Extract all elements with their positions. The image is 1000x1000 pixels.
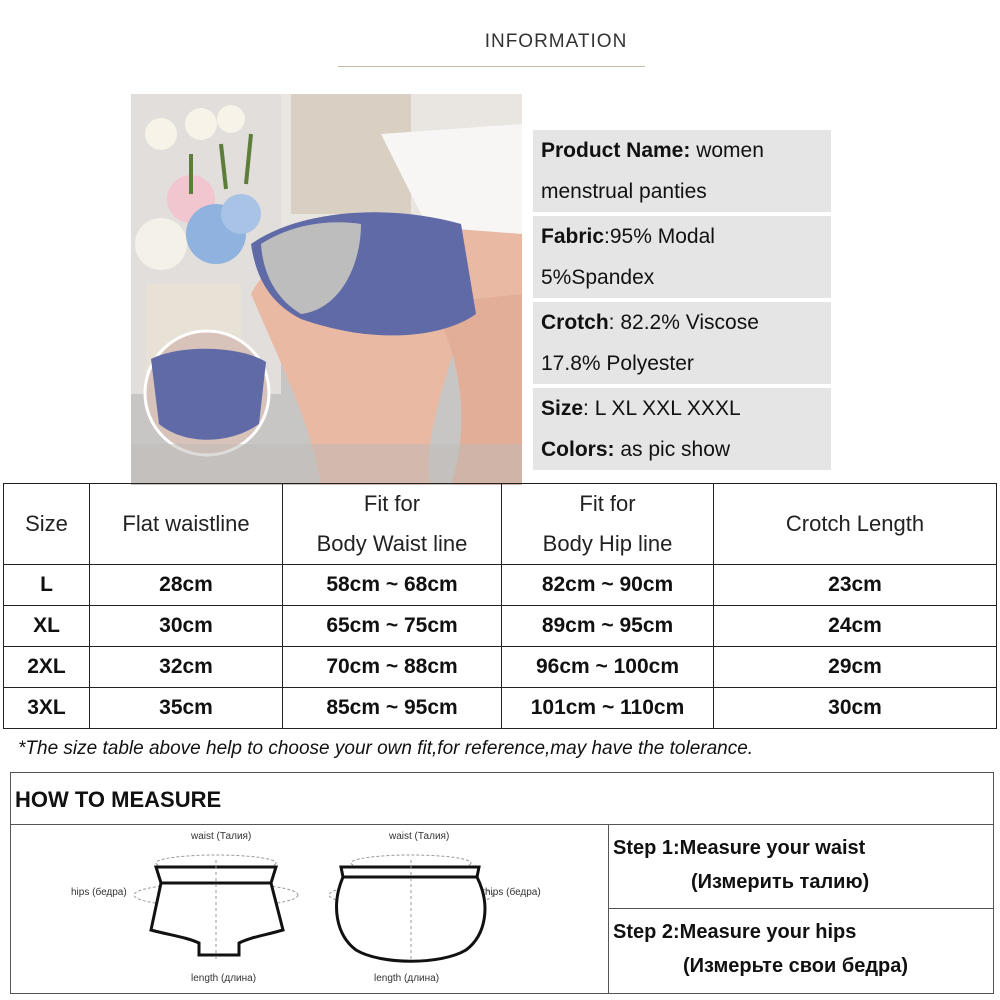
table-row bbox=[4, 565, 997, 606]
info-size-colors bbox=[533, 388, 831, 470]
label-length: length (длина) bbox=[374, 973, 440, 984]
info-crotch bbox=[533, 302, 831, 384]
cell-body-hip: 82cm ~ 90cm bbox=[502, 565, 714, 606]
cell-size: 3XL bbox=[4, 688, 90, 729]
cell-body-waist: 65cm ~ 75cm bbox=[283, 606, 502, 647]
info-label: Crotch bbox=[541, 311, 609, 334]
cell-flat-waist: 32cm bbox=[90, 647, 283, 688]
cell-crotch: 29cm bbox=[714, 647, 997, 688]
size-table bbox=[3, 483, 997, 729]
step-1 bbox=[609, 825, 993, 909]
page-title: INFORMATION bbox=[484, 31, 628, 52]
cell-body-hip: 101cm ~ 110cm bbox=[502, 688, 714, 729]
table-header-row bbox=[4, 484, 997, 565]
cell-size: XL bbox=[4, 606, 90, 647]
how-to-measure-title: HOW TO MEASURE bbox=[11, 773, 993, 825]
cell-size: L bbox=[4, 565, 90, 606]
cell-body-hip: 96cm ~ 100cm bbox=[502, 647, 714, 688]
product-info-panel bbox=[533, 130, 831, 470]
label-waist: waist (Талия) bbox=[389, 831, 450, 842]
header-crotch-length: Crotch Length bbox=[714, 484, 997, 565]
info-value: : L XL XXL XXXL bbox=[583, 397, 741, 420]
measure-diagram bbox=[11, 825, 609, 993]
cell-flat-waist: 30cm bbox=[90, 606, 283, 647]
info-label: Fabric bbox=[541, 225, 605, 248]
info-value: : 82.2% Viscose 17.8% Polyester bbox=[541, 311, 759, 375]
measure-steps bbox=[609, 825, 993, 993]
header-size: Size bbox=[4, 484, 90, 565]
label-hips: hips (бедра) bbox=[485, 887, 541, 898]
table-row bbox=[4, 606, 997, 647]
cell-body-waist: 58cm ~ 68cm bbox=[283, 565, 502, 606]
info-value: as pic show bbox=[614, 438, 731, 461]
cell-crotch: 24cm bbox=[714, 606, 997, 647]
header-body-waist: Fit for Body Waist line bbox=[283, 484, 502, 565]
panties-diagram-icon bbox=[11, 825, 608, 993]
info-value: women menstrual panties bbox=[541, 139, 764, 203]
cell-body-hip: 89cm ~ 95cm bbox=[502, 606, 714, 647]
cell-flat-waist: 28cm bbox=[90, 565, 283, 606]
info-label: Colors: bbox=[541, 438, 615, 461]
header-flat-waistline: Flat waistline bbox=[90, 484, 283, 565]
step-1-title: Step 1:Measure your waist bbox=[613, 837, 866, 859]
step-1-translation: (Измерить талию) bbox=[691, 871, 870, 893]
label-length: length (длина) bbox=[191, 973, 257, 984]
table-row bbox=[4, 688, 997, 729]
cell-flat-waist: 35cm bbox=[90, 688, 283, 729]
size-note: *The size table above help to choose your own fit,for reference,may have the tolerance. bbox=[18, 738, 754, 759]
how-to-measure-panel bbox=[10, 772, 994, 994]
label-waist: waist (Талия) bbox=[191, 831, 252, 842]
info-label: Size bbox=[541, 397, 584, 420]
title-divider bbox=[338, 66, 645, 67]
step-2-translation: (Измерьте свои бедра) bbox=[683, 955, 909, 977]
info-product-name bbox=[533, 130, 831, 212]
info-fabric bbox=[533, 216, 831, 298]
cell-size: 2XL bbox=[4, 647, 90, 688]
step-2-title: Step 2:Measure your hips bbox=[613, 921, 857, 943]
cell-body-waist: 85cm ~ 95cm bbox=[283, 688, 502, 729]
info-value: :95% Modal 5%Spandex bbox=[541, 225, 715, 289]
cell-body-waist: 70cm ~ 88cm bbox=[283, 647, 502, 688]
cell-crotch: 23cm bbox=[714, 565, 997, 606]
header-body-hip: Fit for Body Hip line bbox=[502, 484, 714, 565]
info-label: Product Name: bbox=[541, 139, 691, 162]
label-hips: hips (бедра) bbox=[71, 887, 127, 898]
cell-crotch: 30cm bbox=[714, 688, 997, 729]
product-photo bbox=[131, 94, 522, 485]
step-2 bbox=[609, 909, 993, 993]
table-row bbox=[4, 647, 997, 688]
